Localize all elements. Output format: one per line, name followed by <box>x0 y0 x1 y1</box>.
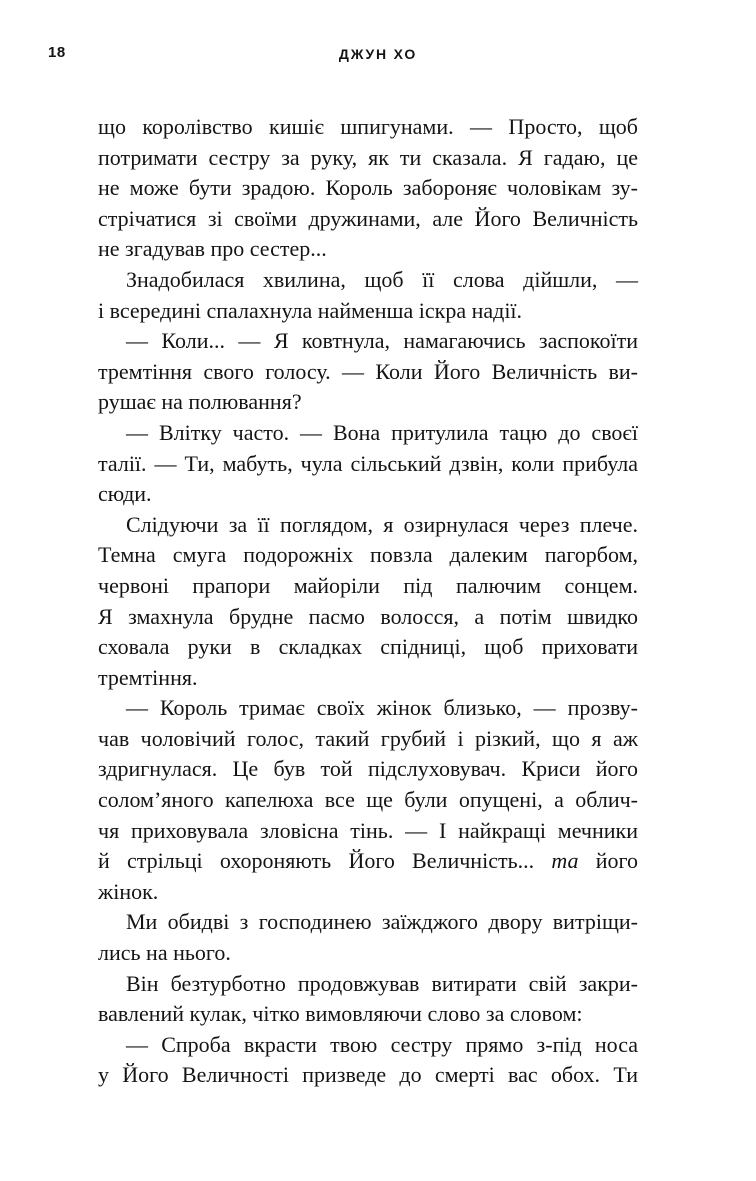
paragraph <box>98 510 638 694</box>
text-line: й стрільці охороняють Його Величність... та його <box>98 848 639 874</box>
text-line: солом’яного капелюха все ще були опущені, а облич- <box>98 787 638 813</box>
text-line: талії. — Ти, мабуть, чула сільський дзвін, коли прибула <box>98 450 638 476</box>
text-line: сюди. <box>98 481 152 507</box>
text-line: і всередині спалахнула найменша іскра надії. <box>98 297 523 323</box>
text-line: що королівство кишіє шпигунами. — Просто, щоб <box>98 114 638 139</box>
text-line: Слідуючи за її поглядом, я озирнулася через плече. <box>126 511 638 537</box>
text-line: здригнулася. Це був той підслуховувач. Криси його <box>98 756 638 782</box>
text-line: Він безтурботно продовжував витирати свій закри- <box>126 970 638 996</box>
paragraph <box>98 418 638 510</box>
paragraph <box>98 1030 638 1091</box>
text-line: — Король тримає своїх жінок близько, — прозву- <box>126 695 638 721</box>
text-line: Я змахнула брудне пасмо волосся, а потім швидко <box>98 603 638 629</box>
text-line: чав чоловічий голос, такий грубий і різкий, що я аж <box>98 725 638 751</box>
text-line: Ми обидві з господинею заїжджого двору витріщи- <box>126 909 638 935</box>
paragraph <box>98 326 638 418</box>
text-line: тремтіння свого голосу. — Коли Його Величність ви- <box>98 358 638 384</box>
paragraph <box>98 265 638 326</box>
text-line: тремтіння. <box>98 664 198 690</box>
text-line: червоні прапори майоріли під палючим сонцем. <box>98 572 638 598</box>
text-line: лись на нього. <box>98 940 231 966</box>
text-line: — Влітку часто. — Вона притулила тацю до своєї <box>126 419 638 445</box>
text-line: стрічатися зі своїми дружинами, але Його Величність <box>98 205 638 231</box>
text-line: жінок. <box>98 878 159 904</box>
text-line: не згадував про сестер... <box>98 236 327 262</box>
text-line: — Коли... — Я ковтнула, намагаючись заспокоїти <box>126 328 638 354</box>
paragraph <box>98 969 638 1030</box>
text-line: у Його Величності призведе до смерті вас обох. Ти <box>98 1062 638 1088</box>
italic-text: та <box>551 848 579 874</box>
paragraph <box>98 112 638 265</box>
text-line: не може бути зрадою. Король забороняє чоловікам зу- <box>98 175 638 201</box>
body-text <box>98 112 638 1091</box>
paragraph <box>98 693 638 907</box>
text-line: Темна смуга подорожніх повзла далеким пагорбом, <box>98 542 638 568</box>
text-line: рушає на полювання? <box>98 389 302 415</box>
text-line: Знадобилася хвилина, щоб її слова дійшли, — <box>126 266 638 292</box>
text-line: сховала руки в складках спідниці, щоб приховати <box>98 634 638 660</box>
running-head: ДЖУН ХО <box>338 46 418 62</box>
paragraph <box>98 907 638 968</box>
text-line: вавлений кулак, чітко вимовляючи слово за словом: <box>98 1001 583 1027</box>
text-line: чя приховувала зловісна тінь. — І найкращі мечники <box>98 817 638 843</box>
text-line: — Спроба вкрасти твою сестру прямо з-під носа <box>126 1031 638 1057</box>
text-line: потримати сестру за руку, як ти сказала. Я гадаю, це <box>98 144 638 170</box>
page-number: 18 <box>48 44 66 61</box>
